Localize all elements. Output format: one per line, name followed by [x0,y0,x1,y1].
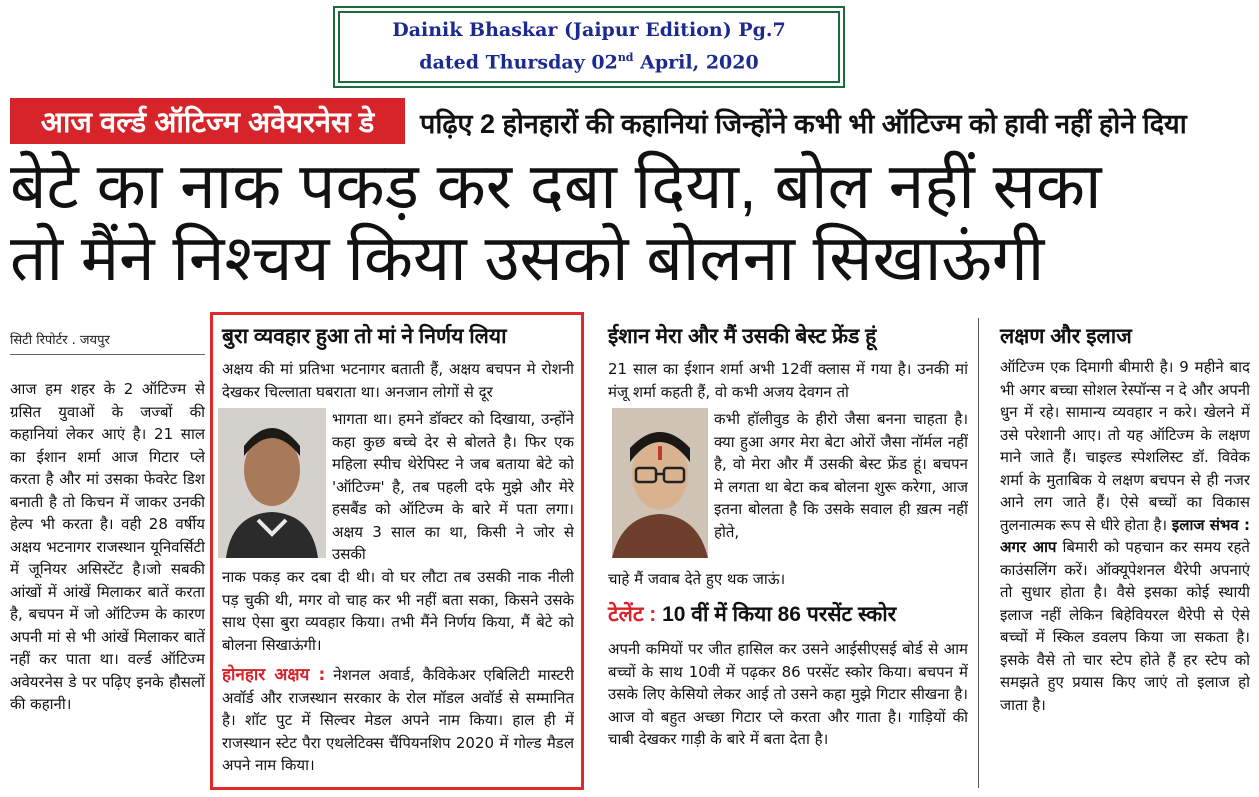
story-akshay-para-b: भागता था। हमने डॉक्टर को दिखाया, उन्होंने कहा कुछ बच्चे देर से बोलते है। फिर एक महिला स्पीच थेरेपिस्ट ने जब बताया बेटे को 'ऑटिज्म' है, तब पहली दफे मुझे और मेरे हसबैंड को ऑटिज्म के बारे में पता लगा। अक्षय 3 साल का था, किसी ने जोर से उसकी [332,410,574,563]
story-akshay-para-a: अक्षय की मां प्रतिभा भटनागर बताती हैं, अक्षय बचपन मे रोशनी देखकर चिल्लाता घबराता था। अनजान लोगों से दूर [222,360,574,401]
sidebar-body [1000,356,1250,788]
column-divider [978,318,979,788]
section-tag: आज वर्ल्ड ऑटिज्म अवेयरनेस डे [10,98,405,144]
source-line-2 [419,44,758,76]
story-akshay-lead: होनहार अक्षय : [222,665,326,685]
story-akshay-heading: बुरा व्यवहार हुआ तो मां ने निर्णय लिया [222,325,507,348]
sidebar-heading: लक्षण और इलाज [1000,325,1132,348]
story-ishan-para-a: 21 साल का ईशान शर्मा अभी 12वीं क्लास में गया है। उनकी मां मंजू शर्मा कहती हैं, वो कभी अजय देवगन तो [608,360,968,401]
source-date-pre: dated Thursday 02 [419,51,618,74]
source-date-post: April, 2020 [633,51,759,74]
source-citation [338,11,840,83]
headline-line-2: तो मैंने निश्चय किया उसको बोलना सिखाऊंगी [10,222,1045,294]
story-ishan-para-d: अपनी कमियों पर जीत हासिल कर उसने आईसीएसई बोर्ड से आम बच्चों के साथ 10वी में पढ़कर 86 परसेंट स्कोर किया। बचपन में उसके लिए केसियो लेकर आई तो उसने कहा मुझे गिटार सीखना है। आज वो बहुत अच्छा गिटार प्ले करता और गाता है। गाड़ियों की चाबी देखकर गाड़ी के बारे में बता देता है। [608,640,968,748]
sidebar-para-a: ऑटिज्म एक दिमागी बीमारी है। 9 महीने बाद भी अगर बच्चा सोशल रेस्पॉन्स न दे और अपनी धुन में रहे। सामान्य व्यवहार न करे। खेलने में उसे परेशानी आए। तो यह ऑटिज्म के लक्षण माने जाते हैं। चाइल्ड स्पेशलिस्ट डॉ. विवेक शर्मा के मुताबिक ये लक्षण बचपन से ही नजर आने लग जाते हैं। ऐसे बच्चों का विकास तुलनात्मक रूप से धीरे होता है। [1000,358,1250,534]
main-headline [10,150,1250,294]
story-ishan-heading: ईशान मेरा और मैं उसकी बेस्ट फ्रेंड हूं [608,325,877,348]
source-line-1: Dainik Bhaskar (Jaipur Edition) Pg.7 [392,19,786,42]
story-akshay-para-c: नाक पकड़ कर दबा दी थी। वो घर लौटा तब उसकी नाक नीली पड़ चुकी थी, मगर वो चाह कर भी नहीं बता सका, किसने उसके साथ ऐसा बुरा व्यवहार किया। तभी मैंने निर्णय किया, मैं बेटे को बोलना सिखाऊंगी। [222,568,574,654]
story-akshay-awards: नेशनल अवार्ड, कैविकेअर एबिलिटी मास्टरी अवॉर्ड और राजस्थान सरकार के रोल मॉडल अवॉर्ड से सम्मानित है। शॉट पुट में सिल्वर मेडल अपने नाम किया। हाल ही में राजस्थान स्टेट पैरा एथलेटिक्स चैंपियनशिप 2020 में गोल्ड मैडल अपने नाम किया। [222,666,574,774]
story-ishan-para-b: कभी हॉलीवुड के हीरो जैसा बनना चाहता है। क्या हुआ अगर मेरा बेटा ओरों जैसा नॉर्मल नहीं है, वो मेरा और मैं उसकी बेस्ट फ्रेंड हूं। बचपन मे लगता था बेटा कब बोलना शुरू करेगा, आज इतना बोलता है कि उसके सवाल ही ख़त्म नहीं होते, [714,410,968,541]
sidebar-para-b: बिमारी को पहचान कर समय रहते काउंसलिंग करें। ऑक्यूपेशनल थैरेपी अपनाएं तो सुधार होता है। वैसे इसका कोई स्थायी इलाज नहीं लेकिन बिहेवियरल थैरेपी से ऐसे बच्चों में स्किल डवलप किया जा सकता है। इसके वैसे तो चार स्टेप होते हैं हर स्टेप को समझते हुए प्रयास किए जाएं तो इलाज हो जाता है। [1000,538,1250,714]
source-date-sup: nd [617,51,634,65]
photo-akshay [218,408,326,558]
byline: सिटी रिपोर्टर . जयपुर [10,330,205,355]
intro-paragraph: आज हम शहर के 2 ऑटिज्म से ग्रसित युवाओं के जज्बों की कहानियां लेकर आएं है। 21 साल का ईशान शर्मा आज गिटार प्ले करता है और मां उसका फेवरेट डिश बनाती है तो किचन में जाकर उनकी हेल्प भी करता है। वही 28 वर्षीय अक्षय भटनागर राजस्थान यूनिवर्सिटी में जूनियर असिस्टेंट है।जो सबकी आंखों में आंखें मिलाकर बातें करता है, बचपन में जो ऑटिज्म के कारण अपनी मां से भी आंखें मिलाकर बातें नहीं कर पाता था। वर्ल्ड ऑटिज्म अवेयरनेस डे पर पढ़िए इनके हौसलों की कहानी। [10,380,205,713]
story-ishan-para-c: चाहे मैं जवाब देते हुए थक जाऊं। [608,570,786,588]
headline-line-1: बेटे का नाक पकड़ कर दबा दिया, बोल नहीं सका [10,150,1102,222]
talent-heading-text: 10 वीं में किया 86 परसेंट स्कोर [656,603,897,626]
photo-ishan [612,408,708,558]
story-akshay-para-d [222,664,574,784]
source-citation-box [333,6,845,88]
sidebar-lead: इलाज संभव : अगर आप [1000,515,1250,556]
kicker-line: पढ़िए 2 होनहारों की कहानियां जिन्होंने कभी भी ऑटिज्म को हावी नहीं होने दिया [420,108,1187,139]
talent-heading [608,600,896,628]
talent-label: टेलेंट : [608,603,657,626]
